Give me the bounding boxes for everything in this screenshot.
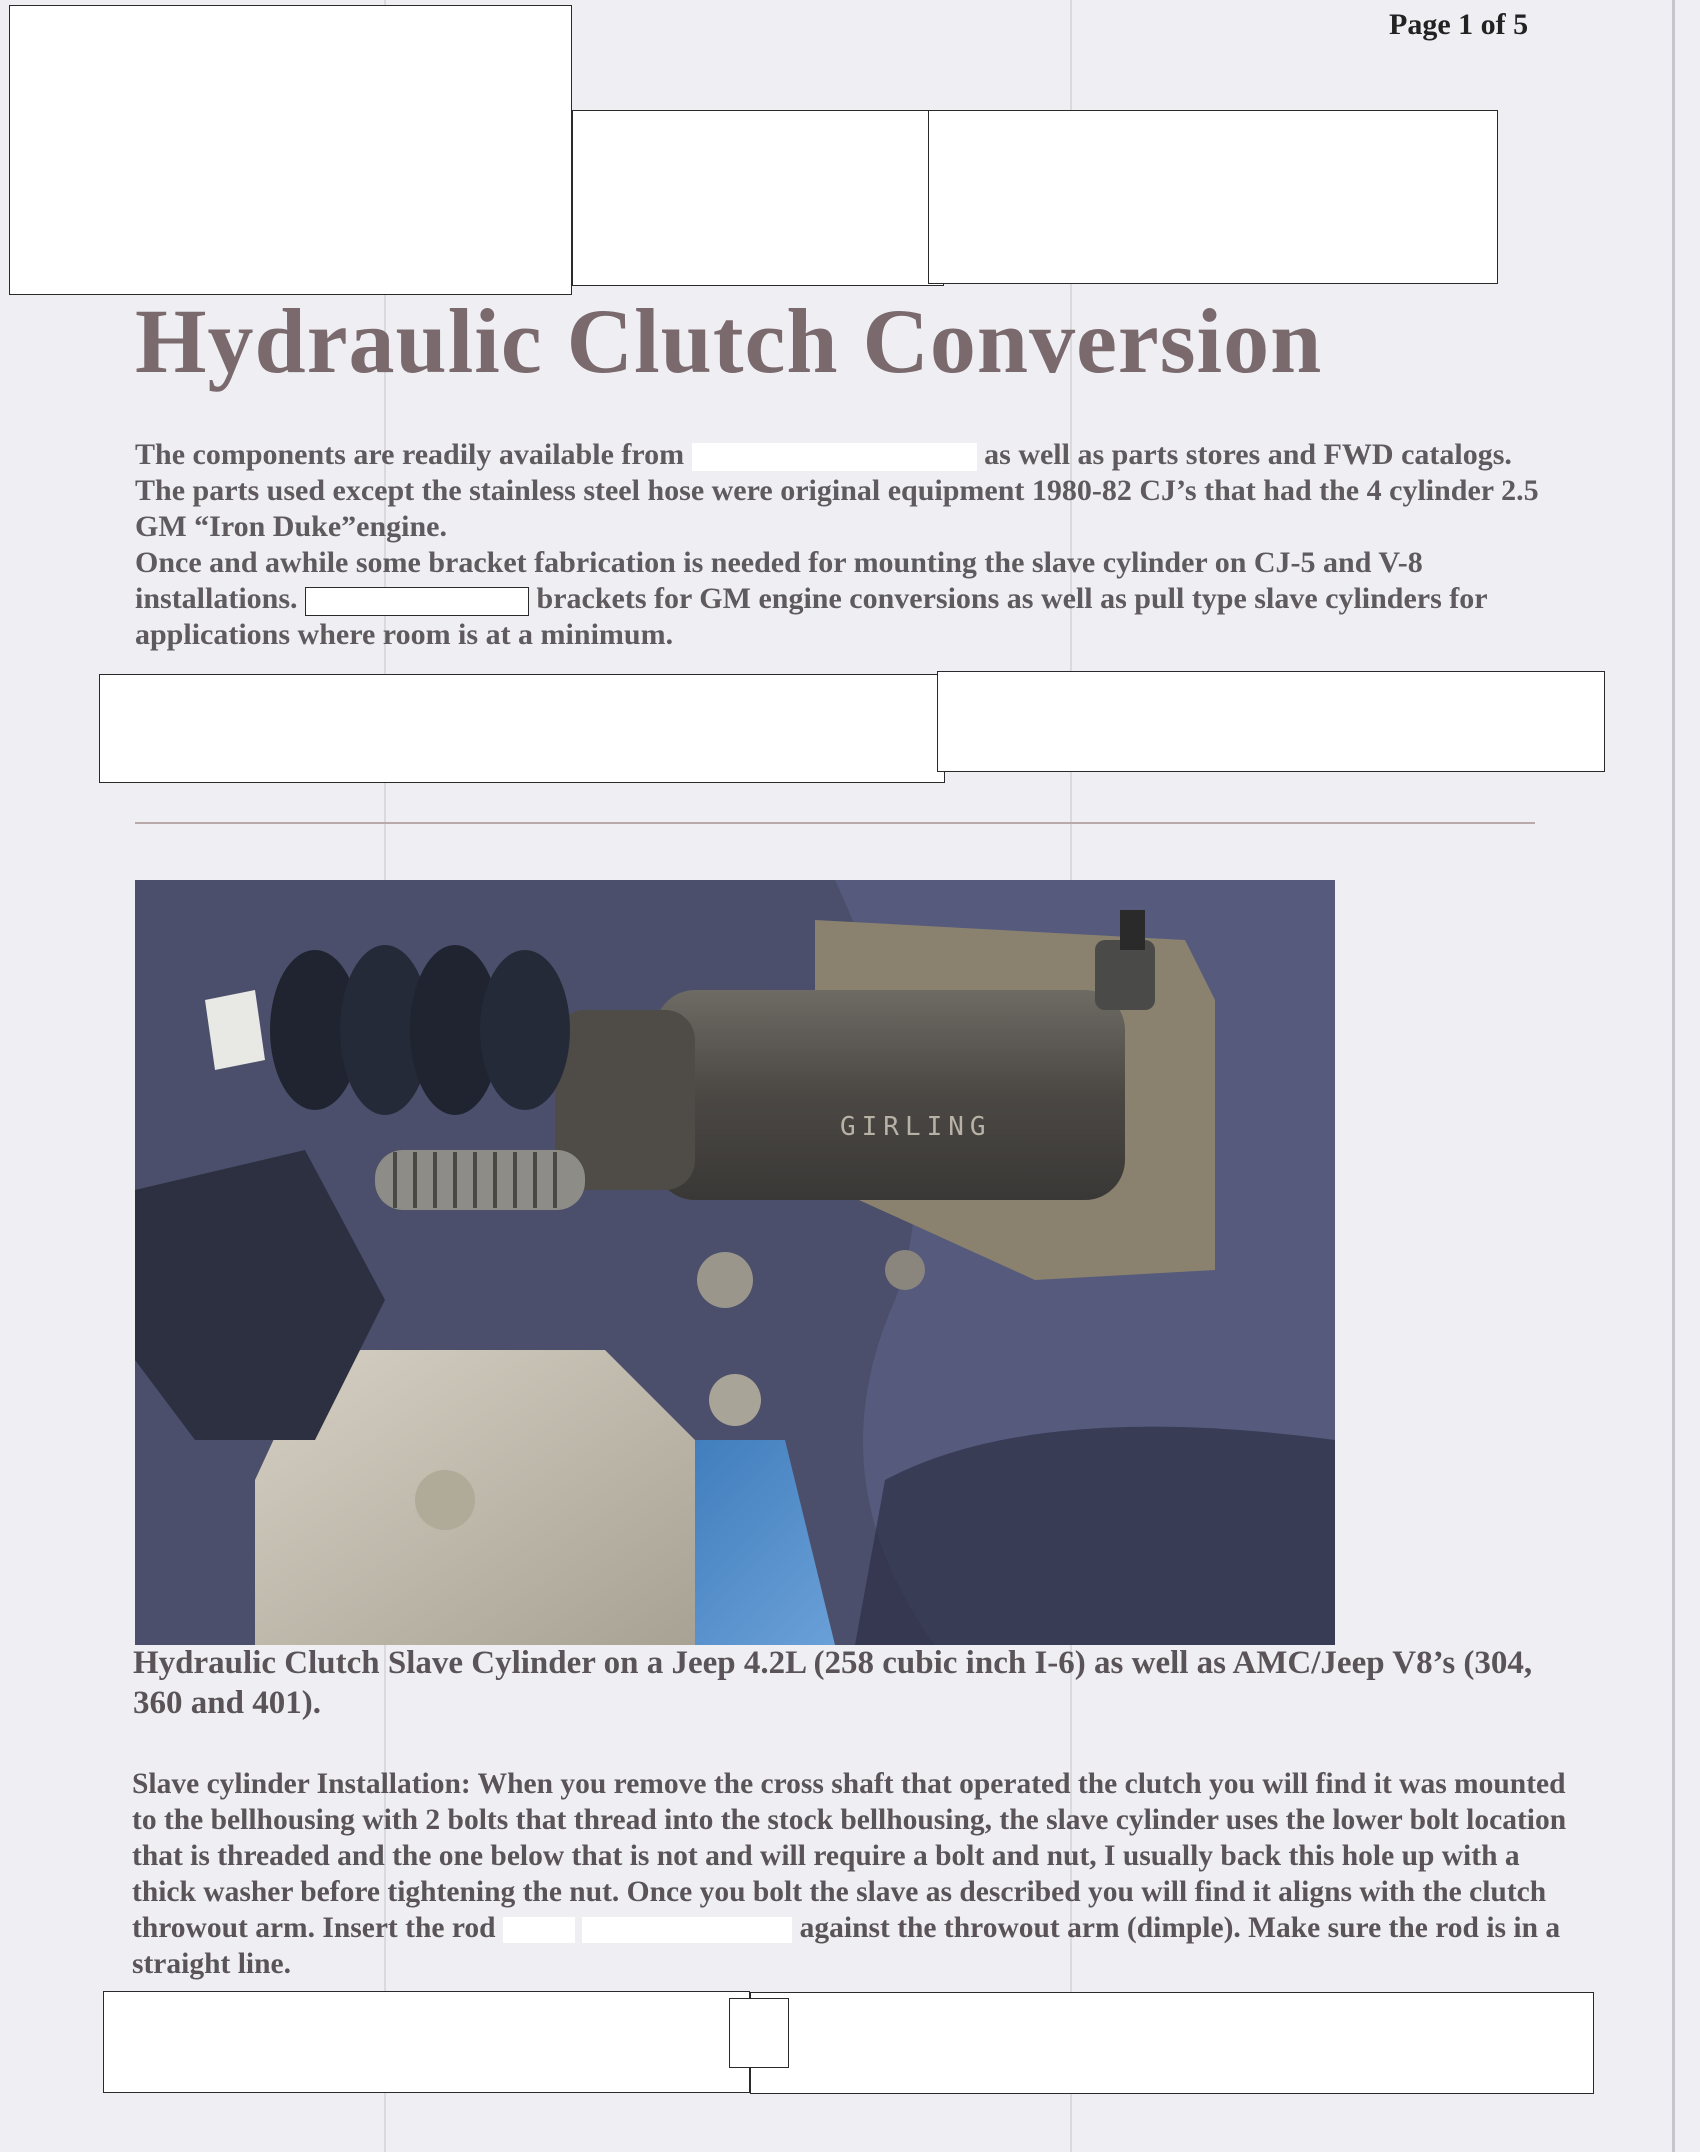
horizontal-rule bbox=[135, 822, 1535, 824]
scan-fold-line bbox=[1672, 0, 1675, 2152]
redaction-box bbox=[103, 1991, 750, 2093]
installation-text-end: against the throwout arm (dimple). Make sure the rod is in a straight line. bbox=[132, 1912, 1561, 1980]
redaction-box bbox=[928, 110, 1498, 284]
slave-cylinder-photo bbox=[135, 880, 1335, 1645]
redaction-box bbox=[572, 110, 944, 286]
installation-text-start: Slave cylinder Installation: When you remove the cross shaft that operated the clutch you will find it was mounted to the bellhousing with 2 bolts that thread into the stock bellhousing, the slave cylinder uses the lower bolt location that is threaded and the one below that is not and will require a bolt and nut, I usually back this hole up with a thick washer before tightening the nut. Once you bolt the slave as described you will find it aligns with the clutch throwout arm. Insert the rod bbox=[132, 1768, 1567, 1944]
redaction-box bbox=[937, 671, 1605, 772]
redaction-inline bbox=[692, 443, 977, 471]
intro-p2-end: brackets for GM engine conversions as well as pull type slave cylinders for applications where room is at a minimum. bbox=[135, 582, 1488, 651]
intro-p1-start: The components are readily available from bbox=[135, 438, 685, 471]
intro-p2-start: Once and awhile some bracket fabrication is needed for mounting the slave cylinder on CJ-5 and V-8 installations. bbox=[135, 546, 1423, 615]
intro-paragraph-1 bbox=[135, 437, 1545, 545]
intro-paragraph-2 bbox=[135, 545, 1535, 653]
redaction-box bbox=[99, 674, 945, 783]
redaction-inline-box bbox=[305, 587, 529, 616]
document-title: Hydraulic Clutch Conversion bbox=[135, 290, 1323, 392]
installation-paragraph bbox=[132, 1766, 1572, 1982]
cylinder-brand-text: GIRLING bbox=[840, 1112, 992, 1142]
redaction-box bbox=[9, 5, 572, 295]
redaction-box bbox=[750, 1992, 1594, 2094]
intro-p1-end: as well as parts stores and FWD catalogs. The parts used except the stainless steel hose were original equipment 1980-82 CJ’s that had the 4 cylinder 2.5 GM “Iron Duke”engine. bbox=[135, 438, 1539, 543]
redaction-inline bbox=[503, 1917, 575, 1943]
page-number: Page 1 of 5 bbox=[1389, 8, 1529, 41]
redaction-inline bbox=[582, 1917, 792, 1943]
redaction-box bbox=[729, 1998, 789, 2068]
photo-caption: Hydraulic Clutch Slave Cylinder on a Jeep 4.2L (258 cubic inch I-6) as well as AMC/Jeep V8’s (304, 360 and 401). bbox=[133, 1645, 1533, 1721]
